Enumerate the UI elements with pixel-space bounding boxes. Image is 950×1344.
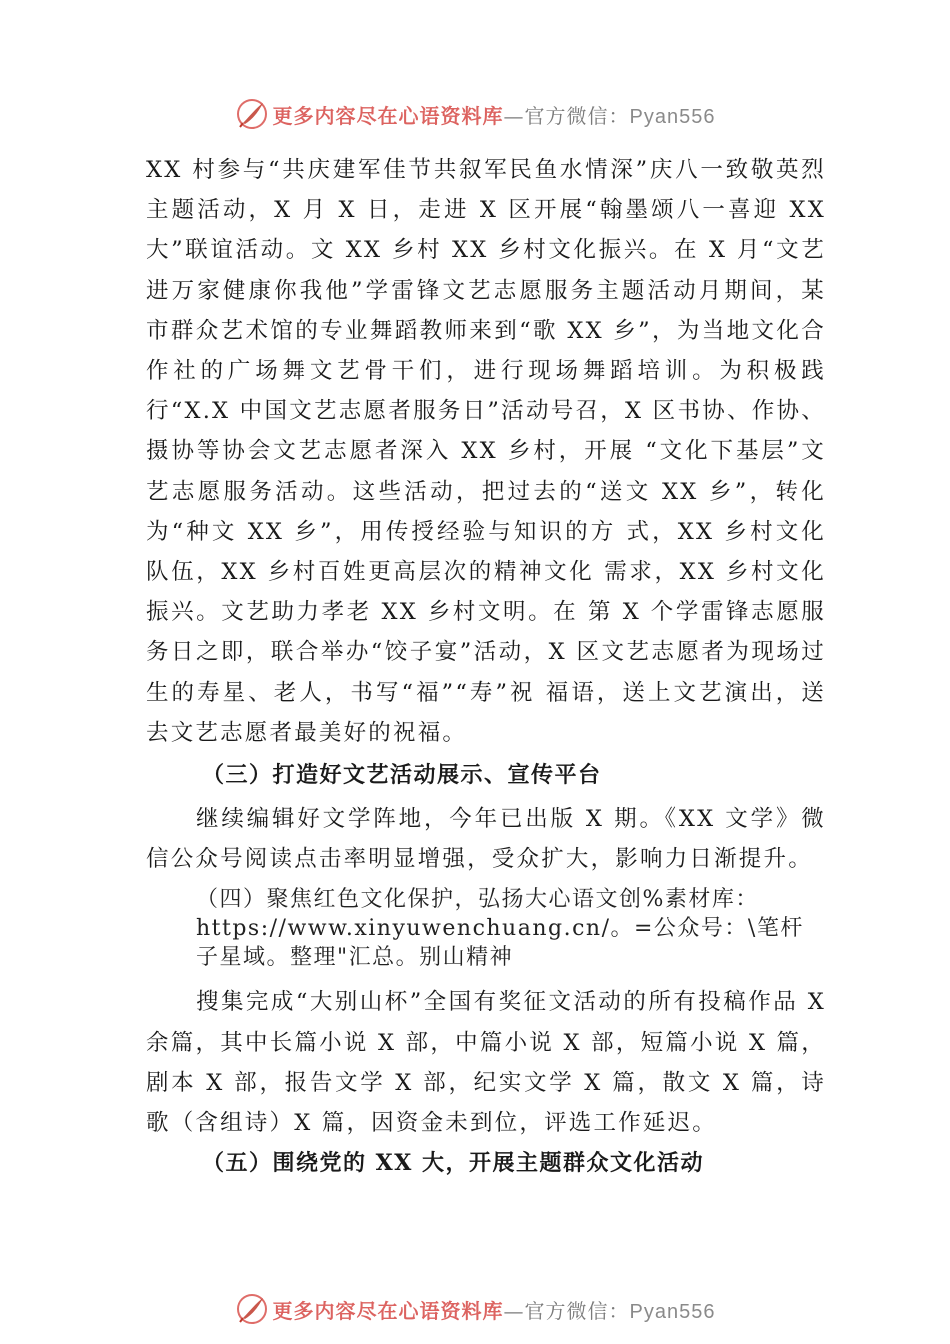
banner-wechat-id: Pyan556 — [629, 105, 716, 128]
footer-watermark-banner — [0, 1289, 950, 1329]
paragraph-2: 继续编辑好文学阵地，今年已出版 X 期。《XX 文学》微信公众号阅读点击率明显增强，受众扩大，影响力日渐提升。 — [146, 806, 826, 873]
section-heading-3: （三）打造好文艺活动展示、宣传平台 — [202, 762, 602, 789]
document-body — [146, 150, 826, 1183]
quill-logo-icon — [235, 1292, 269, 1326]
paragraph-3: 搜集完成“大别山杯”全国有奖征文活动的所有投稿作品 X 余篇，其中长篇小说 X 部，中篇小说 X 部，短篇小说 X 篇，剧本 X 部，报告文学 X 部，纪实文学 X 篇，散文 X 篇，诗歌（含组诗）X 篇，因资金未到位，评选工作延迟。 — [146, 989, 826, 1137]
banner-site-name: 更多内容尽在心语资料库 — [272, 103, 504, 128]
banner-site-name: 更多内容尽在心语资料库 — [272, 1298, 504, 1323]
header-watermark-banner — [0, 94, 950, 134]
paragraph-1: XX 村参与“共庆建军佳节共叙军民鱼水情深”庆八一致敬英烈主题活动，X 月 X 日，走进 X 区开展“翰墨颂八一喜迎 XX 大”联谊活动。文 XX 乡村 XX 乡村文化振兴。在 X 月“文艺进万家健康你我他”学雷锋文艺志愿服务主题活动月期间，某市群众艺术馆的专业舞蹈教师来到“歌 XX 乡”，为当地文化合作社的广场舞文艺骨干们，进行现场舞蹈培训。为积极践行“X.X 中国文艺志愿者服务日”活动号召，X 区书协、作协、摄协等协会文艺志愿者深入 XX 乡村，开展 “文化下基层”文艺志愿服务活动。这些活动，把过去的“送文 XX 乡”，转化为“种文 XX 乡”，用传授经验与知识的方 式，XX 乡村文化队伍，XX 乡村百姓更高层次的精神文化 需求，XX 乡村文化振兴。文艺助力孝老 XX 乡村文明。在 第 X 个学雷锋志愿服务日之即，联合举办“饺子宴”活动，X 区文艺志愿者为现场过生的寿星、老人，书写“福”“寿”祝 福语，送上文艺演出，送去文艺志愿者最美好的祝福。 — [146, 157, 826, 746]
banner-wechat-label: —官方微信： — [503, 103, 630, 128]
section-heading-4: （四）聚焦红色文化保护，弘扬大心语文创%素材库：https://www.xinyuwenchuang.cn/。=公众号：\笔杆子星域。整理"汇总。别山精神 — [196, 887, 804, 971]
quill-logo-icon — [235, 97, 269, 131]
banner-wechat-id: Pyan556 — [629, 1300, 716, 1323]
banner-wechat-label: —官方微信： — [503, 1298, 630, 1323]
section-heading-5: （五）围绕党的 XX 大，开展主题群众文化活动 — [202, 1150, 704, 1177]
